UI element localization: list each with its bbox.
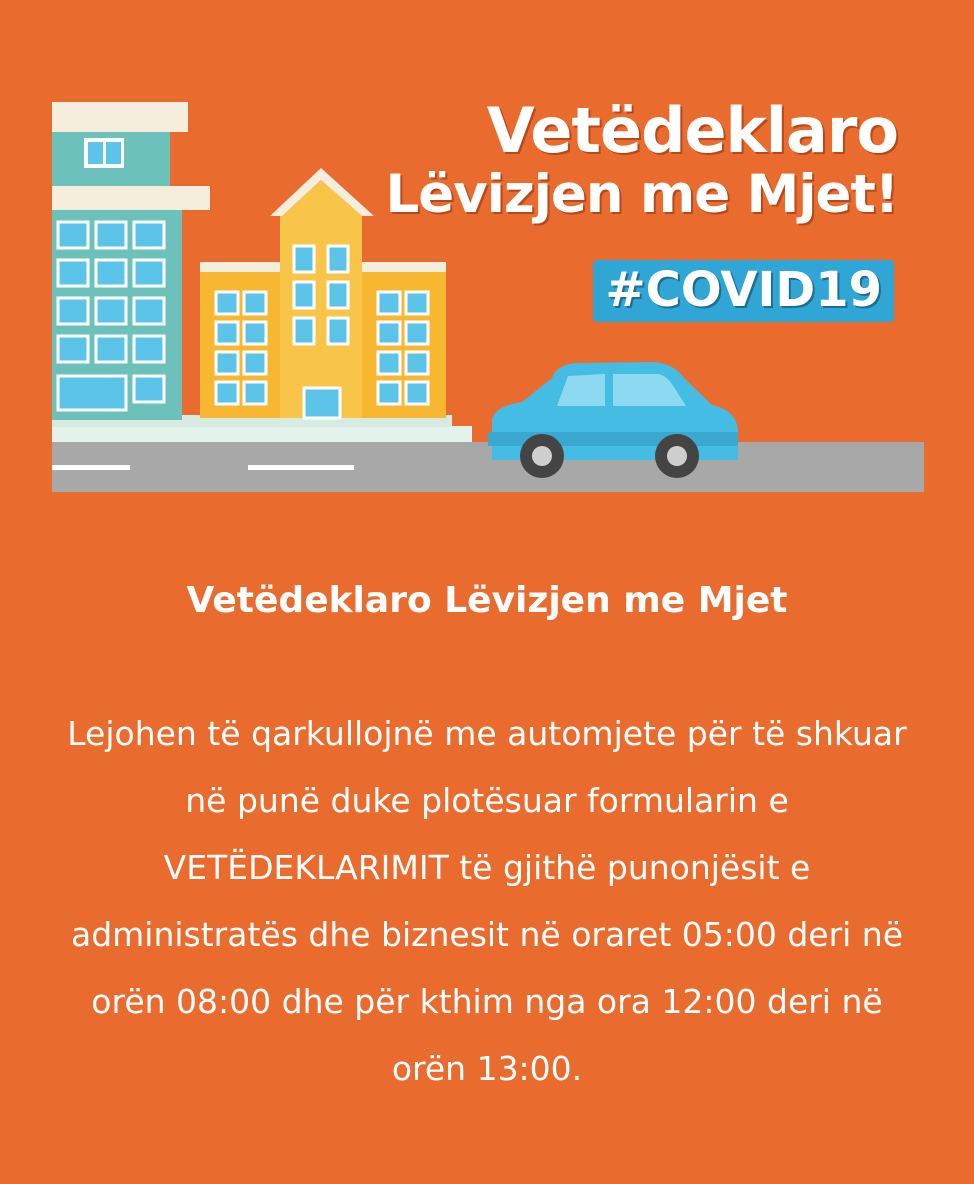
banner-title — [385, 94, 898, 225]
page-title: Vetëdeklaro Lëvizjen me Mjet — [186, 580, 788, 621]
tall-building-icon — [52, 102, 210, 420]
road-icon — [52, 415, 924, 492]
covid-banner-image — [52, 60, 924, 492]
banner-title-line1: Vetëdeklaro — [486, 94, 898, 167]
banner-title-line2: Lëvizjen me Mjet! — [385, 164, 898, 225]
hashtag-badge: #COVID19 — [593, 260, 894, 322]
article-body: Lejohen të qarkullojnë me automjete për të shkuar në punë duke plotësuar formularin e VETËDEKLARIMIT të gjithë punonjësit e administratës dhe biznesit në oraret 05:00 deri në orën 08:00 dhe për kthim nga ora 12:00 deri në orën 13:00. — [67, 714, 907, 1088]
